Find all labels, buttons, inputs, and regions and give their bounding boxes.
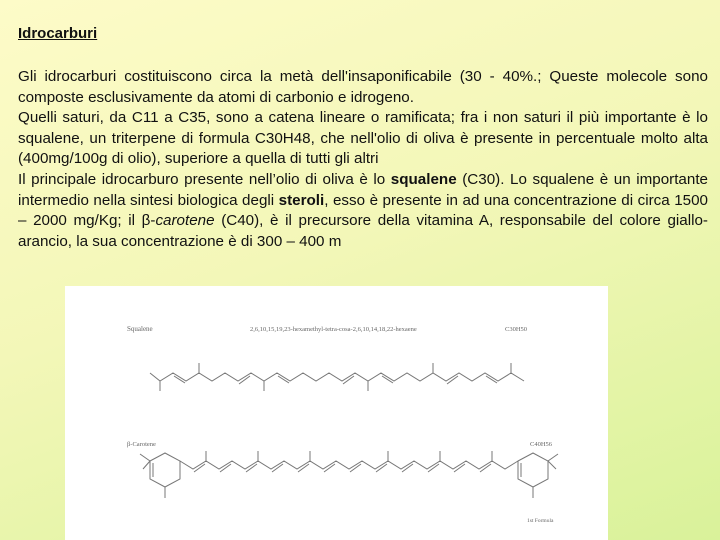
carotene-formula: C40H56 [530,441,553,448]
squalene-iupac-name: 2,6,10,15,19,23-hexamethyl-tetra-cosa-2,6,10,14,18,22-hexaene [250,326,417,333]
carotene-term: carotene [155,212,215,230]
paragraph-3 [18,170,708,252]
squalene-chain [150,373,524,381]
carotene-label: β-Carotene [127,441,156,448]
carotene-left-ring [150,453,180,487]
paragraph-1: Gli idrocarburi costituiscono circa la metà dell'insaponificabile (30 - 40%.; Queste molecole sono composte esclusivamente da atomi di carbonio e idrogeno. [18,68,708,106]
paragraph-3-part: , esso è presente in ad una concentrazione di circa 1500 – 2000 mg/Kg; il β- [18,191,708,230]
structure-diagram [65,286,608,540]
squalene-term: squalene [390,170,457,188]
paragraph-3-part: (C30). Lo squalene è un importante intermedio nella sintesi biologica degli [18,170,708,209]
body-text [18,67,708,252]
figure-footnote: 1st Formula [527,518,554,524]
carotene-methyls [206,451,492,461]
paragraph-3-part: (C40), è il precursore della vitamina A, responsabile del colore giallo-arancio, la sua concentrazione è di 300 – 400 m [18,212,708,250]
paragraph-3-part: Il principale idrocarburo presente nell’olio di oliva è lo [18,170,391,188]
carotene-right-ring [518,453,548,487]
page-title: Idrocarburi [18,25,98,42]
carotene-polyene-chain [180,461,518,469]
squalene-label: Squalene [127,325,153,333]
structure-figure [65,286,608,540]
squalene-formula: C30H50 [505,326,528,333]
steroli-term: steroli [278,191,325,209]
paragraph-2: Quelli saturi, da C11 a C35, sono a catena lineare o ramificata; fra i non saturi il più importante è lo squalene, un triterpene di formula C30H48, che nell'olio di oliva è presente in percentuale molto alta (400mg/100g di olio), superiore a quella di tutti gli altri [18,109,708,168]
